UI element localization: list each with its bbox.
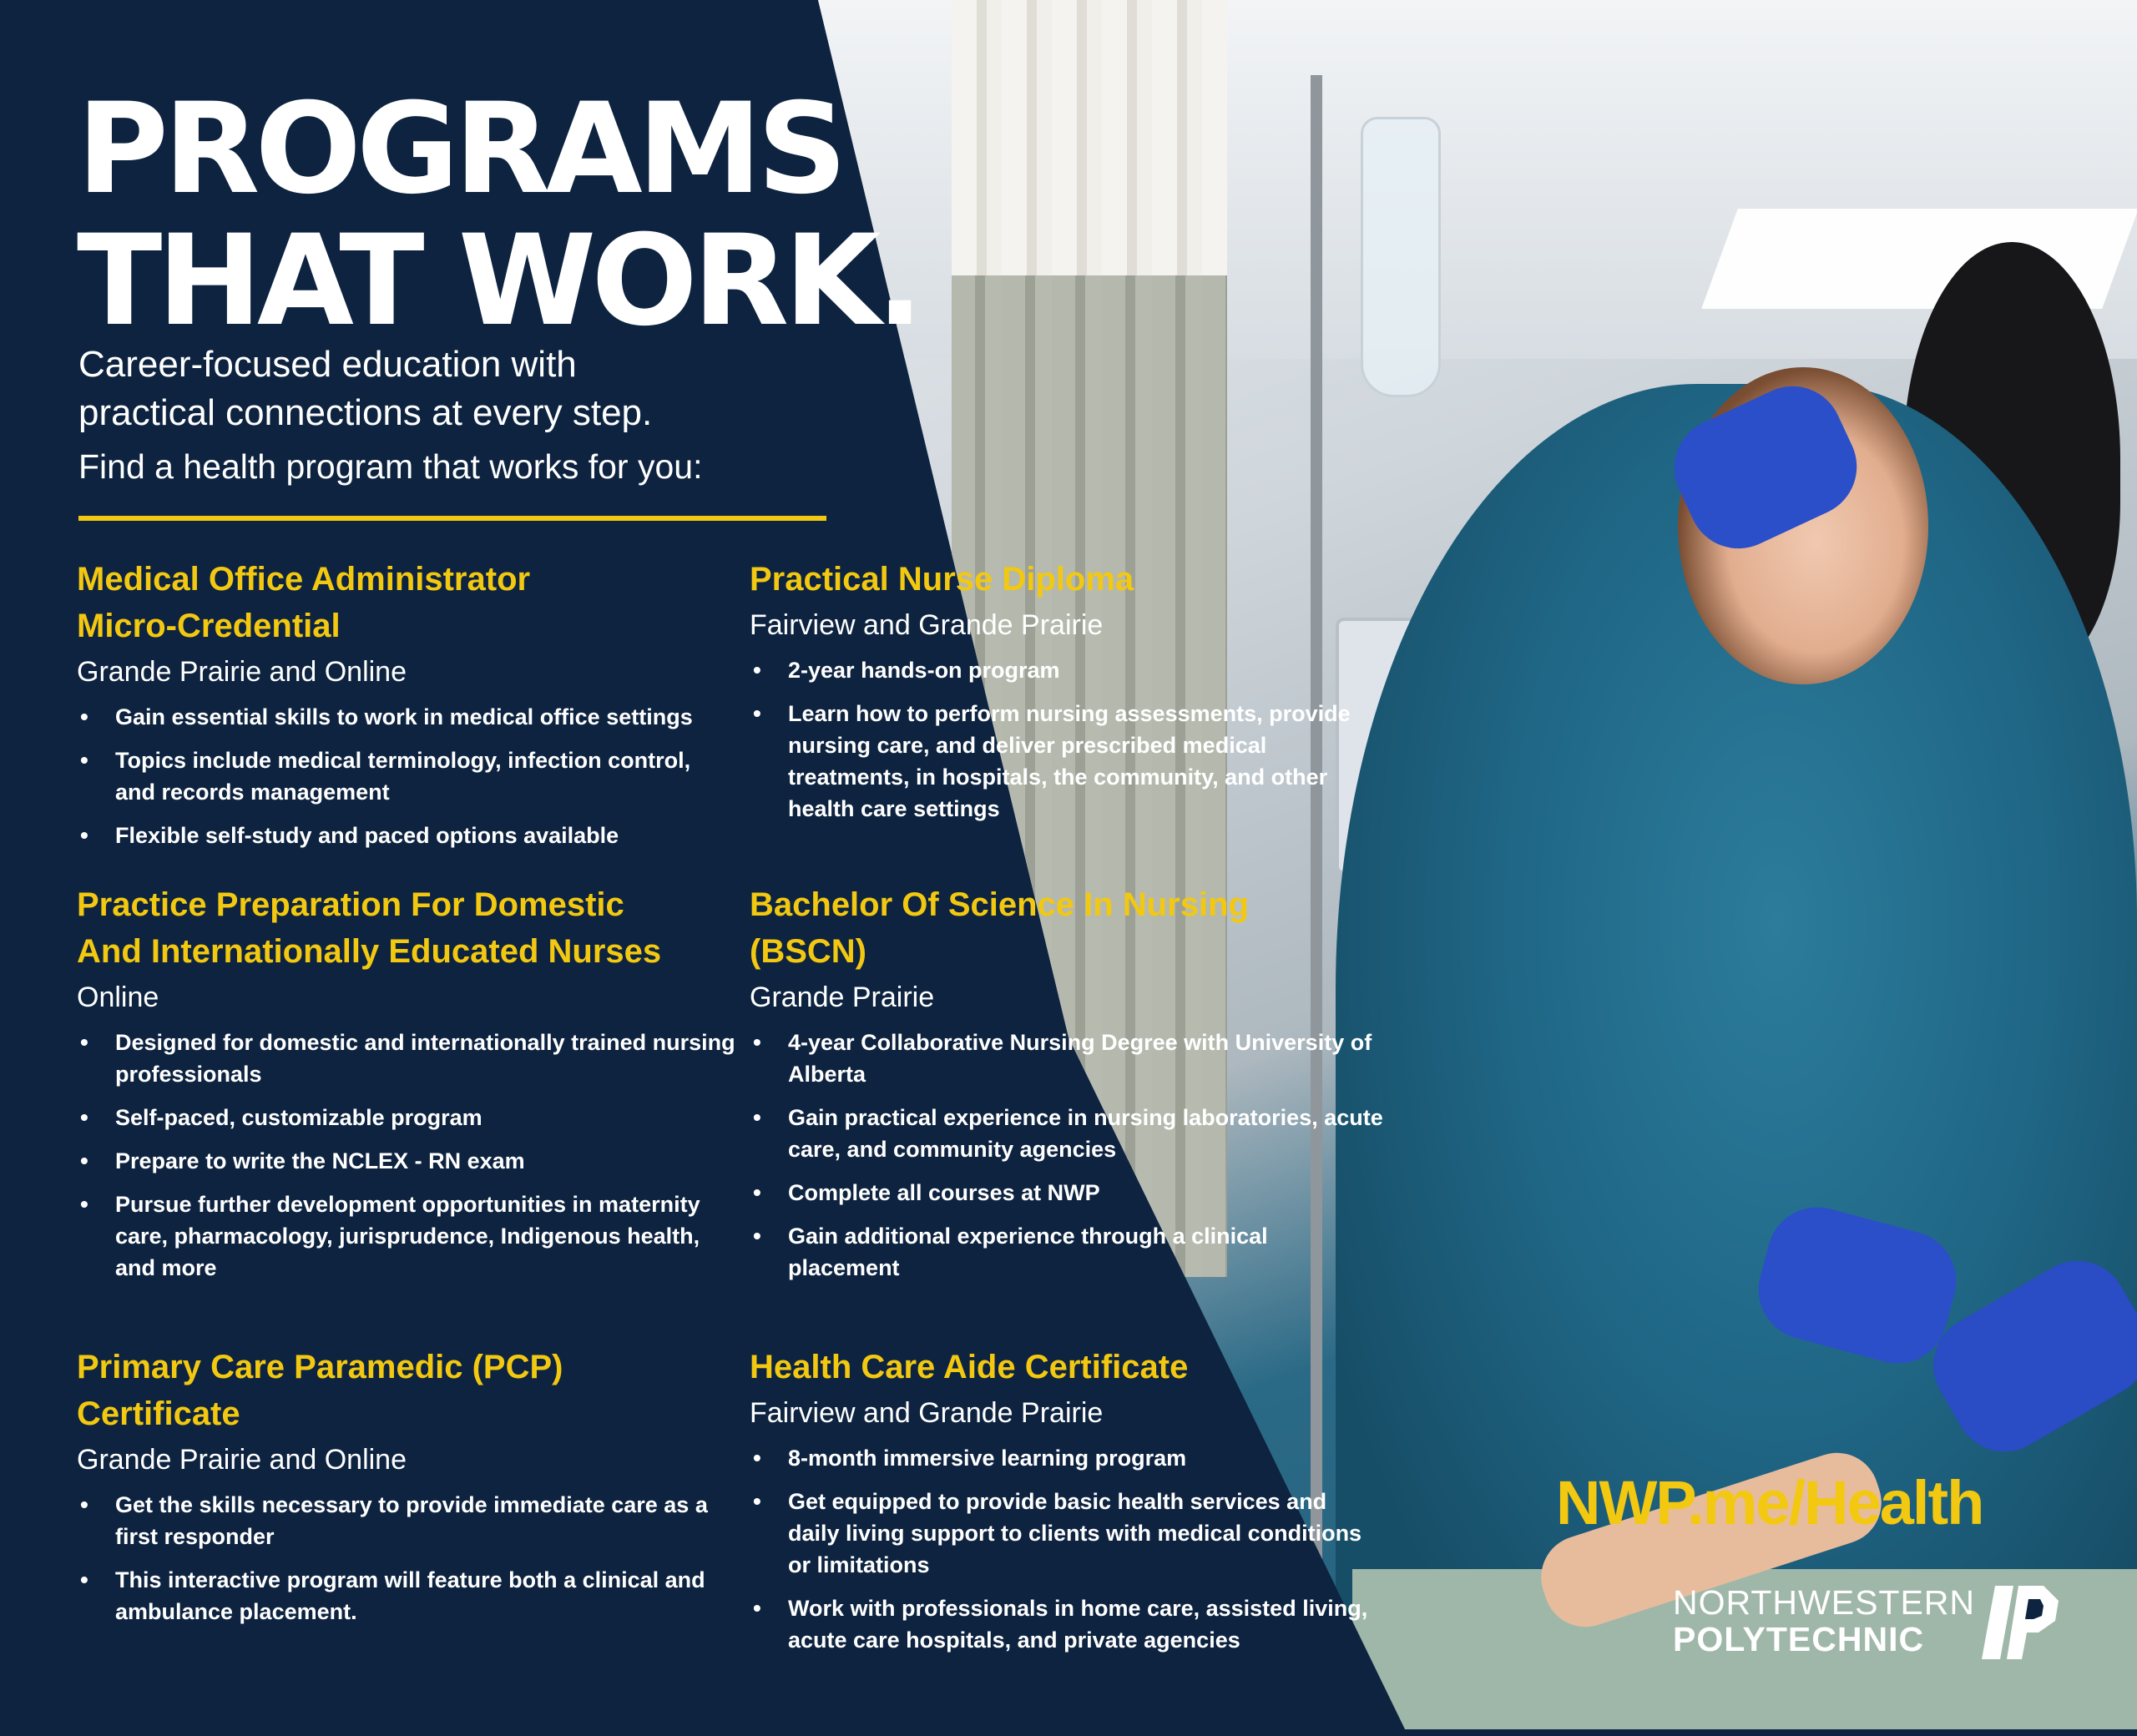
program-title: [77, 1344, 736, 1437]
yellow-divider: [78, 516, 826, 521]
headline-line-2: THAT WORK.: [77, 209, 919, 354]
bullet-item: • Learn how to perform nursing assessments, provide nursing care, and deliver prescribed medical treatments, in hospitals, the community, and other health care settings: [750, 698, 1384, 825]
bullet-item: • Designed for domestic and internationally trained nursing professionals: [77, 1027, 745, 1090]
program-location: Fairview and Grande Prairie: [750, 1397, 1104, 1429]
program-practical-nurse-diploma: [750, 556, 1384, 836]
bullet-item: • Prepare to write the NCLEX - RN exam: [77, 1145, 745, 1177]
bullet-item: • This interactive program will feature both a clinical and ambulance placement.: [77, 1564, 736, 1628]
bullet-item: • Gain practical experience in nursing laboratories, acute care, and community agencies: [750, 1102, 1384, 1165]
program-bullets: [77, 1027, 745, 1284]
program-bullets: [750, 654, 1384, 825]
program-title-line: Micro-Credential: [77, 608, 341, 644]
bullet-item: • Pursue further development opportunities in maternity care, pharmacology, jurisprudence, Indigenous health, and more: [77, 1188, 745, 1284]
brand-wordmark: [1673, 1584, 1975, 1658]
program-location: Fairview and Grande Prairie: [750, 609, 1104, 641]
program-location: Grande Prairie and Online: [77, 1444, 407, 1476]
bullet-item: • 8-month immersive learning program: [750, 1442, 1384, 1474]
program-bachelor-science-nursing: [750, 881, 1384, 1295]
subheading: [78, 341, 702, 491]
program-bullets: [77, 701, 728, 851]
bullet-item: • Get the skills necessary to provide immediate care as a first responder: [77, 1489, 736, 1552]
program-title: [750, 1344, 1384, 1390]
program-title-line: Practice Preparation For Domestic: [77, 886, 624, 923]
program-health-care-aide: [750, 1344, 1384, 1668]
nwp-logo-icon: [1978, 1582, 2062, 1663]
website-url[interactable]: NWP.me/Health: [1556, 1468, 1983, 1537]
subheading-line-2: practical connections at every step.: [78, 392, 653, 433]
subheading-prompt: Find a health program that works for you:: [78, 447, 703, 486]
bullet-item: • Self-paced, customizable program: [77, 1102, 745, 1133]
program-title-line: Medical Office Administrator: [77, 561, 531, 598]
program-title-line: Certificate: [77, 1395, 240, 1432]
program-title-line: Practical Nurse Diploma: [750, 561, 1134, 598]
program-bullets: [77, 1489, 736, 1628]
program-primary-care-paramedic: [77, 1344, 736, 1639]
program-bullets: [750, 1027, 1384, 1284]
program-medical-office-administrator: [77, 556, 728, 863]
photo-iv-bag: [1361, 117, 1441, 397]
program-bullets: [750, 1442, 1384, 1656]
program-practice-preparation-nurses: [77, 881, 745, 1295]
bullet-item: • Complete all courses at NWP: [750, 1177, 1384, 1209]
bullet-item: • Topics include medical terminology, infection control, and records management: [77, 744, 728, 808]
program-title-line: And Internationally Educated Nurses: [77, 933, 662, 970]
bullet-item: • Flexible self-study and paced options available: [77, 820, 728, 851]
brand-line-1: NORTHWESTERN: [1673, 1583, 1976, 1622]
bullet-item: • Gain essential skills to work in medical office settings: [77, 701, 728, 733]
headline-line-1: PROGRAMS: [77, 77, 842, 222]
program-title: [750, 556, 1384, 603]
headline: [77, 77, 919, 354]
bullet-item: • Get equipped to provide basic health services and daily living support to clients with medical conditions or limitations: [750, 1486, 1384, 1581]
program-title: [77, 556, 728, 649]
brand-line-2: POLYTECHNIC: [1673, 1620, 1925, 1658]
program-title-line: (BSCN): [750, 933, 866, 970]
program-location: Online: [77, 982, 159, 1013]
subheading-line-1: Career-focused education with: [78, 344, 577, 385]
program-title-line: Bachelor Of Science In Nursing: [750, 886, 1249, 923]
bullet-item: • 2-year hands-on program: [750, 654, 1384, 686]
bullet-item: • Work with professionals in home care, assisted living, acute care hospitals, and private agencies: [750, 1592, 1384, 1656]
program-title-line: Health Care Aide Certificate: [750, 1349, 1189, 1385]
program-location: Grande Prairie: [750, 982, 935, 1013]
program-title: [77, 881, 745, 975]
bullet-item: • Gain additional experience through a clinical placement: [750, 1220, 1384, 1284]
program-title: [750, 881, 1384, 975]
program-location: Grande Prairie and Online: [77, 656, 407, 688]
bullet-item: • 4-year Collaborative Nursing Degree with University of Alberta: [750, 1027, 1384, 1090]
program-title-line: Primary Care Paramedic (PCP): [77, 1349, 563, 1385]
